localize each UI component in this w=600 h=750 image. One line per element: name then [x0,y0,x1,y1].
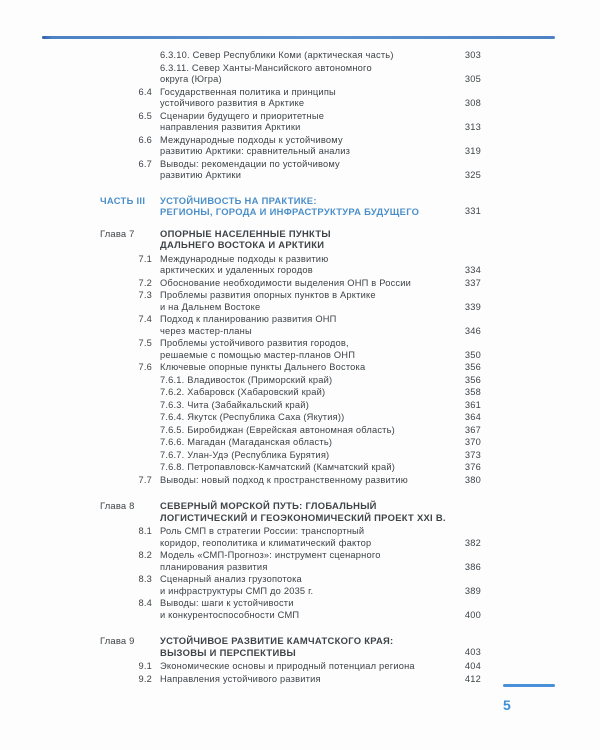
toc-entry-title-line: развитию Арктики: сравнительный анализ [160,146,351,156]
footer-divider-rule [503,684,555,687]
toc-entry [100,437,481,449]
toc-entry-title [152,500,453,523]
toc-entry-number: 7.7 [138,474,152,485]
toc-entry [100,111,481,134]
toc-entry-title [152,314,453,337]
toc-entry-page-number: 334 [464,265,481,275]
toc-entry-page-number: 308 [464,98,481,108]
toc-entry-number: 9.1 [138,661,152,671]
toc-entry-page-number: 319 [464,146,481,156]
toc-entry-title-line: 6.3.11. Север Ханты-Мансийского автономного [160,62,372,73]
toc-entry-page-number: 367 [464,424,481,435]
toc-part-label: ЧАСТЬ III [100,194,146,206]
toc-entry-number: 6.5 [138,110,152,121]
toc-entry-title-line: Экономические основы и природный потенциал региона [160,661,415,671]
toc-entry-title-line: Выводы: рекомендации по устойчивому [160,158,340,169]
toc-entry-title-line: Подход к планированию развития ОНП [160,314,337,324]
toc-entry-title-line: УСТОЙЧИВОЕ РАЗВИТИЕ КАМЧАТСКОГО КРАЯ: [160,635,394,646]
toc-entry-title-line: 7.6.1. Владивосток (Приморский край) [160,374,333,385]
toc-entry-title-line: Обоснование необходимости выделения ОНП в России [160,277,412,288]
toc-entry [100,661,481,673]
toc-entry [100,338,481,361]
toc-entry [100,574,481,597]
toc-entry [100,462,481,474]
toc-entry [100,290,481,313]
toc-entry [100,63,481,86]
toc-entry-title [152,290,453,313]
toc-entry-title [152,661,453,673]
toc-entry [100,362,481,374]
toc-entry-title [152,550,453,573]
toc-entry-title-line: 7.6.3. Чита (Забайкальский край) [160,399,309,410]
toc-entry-title [152,63,453,86]
toc-entry-page-number: 346 [464,325,481,336]
toc-entry-title [152,400,453,412]
toc-entry-number: 7.2 [138,277,152,288]
toc-entry [100,195,481,218]
toc-entry-title [152,87,453,110]
toc-entry-page-number: 373 [464,449,481,460]
toc-entry-title-line: 7.6.2. Хабаровск (Хабаровский край) [160,387,326,397]
toc-entry-number: 7.6 [138,362,152,372]
toc-entry-title-line: ОПОРНЫЕ НАСЕЛЕННЫЕ ПУНКТЫ [160,227,331,239]
toc-entry-title-line: 7.6.4. Якутск (Республика Саха (Якутия)) [160,412,345,422]
toc-entry-title-line: Международные подходы к устойчивому [160,134,343,145]
toc-entry-title [152,254,453,277]
toc-entry [100,674,481,686]
toc-entry-title [152,437,453,449]
toc-entry-title [152,450,453,462]
toc-entry-title [152,159,453,182]
toc-entry-title-line: Международные подходы к развитию [160,253,329,264]
toc-entry-title-line: Проблемы устойчивого развития городов, [160,338,349,348]
toc-entry-title [152,574,453,597]
toc-entry-page-number: 358 [464,387,481,397]
toc-entry-title-line: 7.6.6. Магадан (Магаданская область) [160,437,333,447]
toc-entry-title-line: направления развития Арктики [160,122,301,132]
toc-entry-title-line: Сценарии будущего и приоритетные [160,110,325,121]
toc-entry [100,87,481,110]
toc-entry-title-line: через мастер-планы [160,325,252,336]
toc-entry [100,278,481,290]
toc-entry-number: 8.1 [138,526,152,536]
toc-entry-number: 9.2 [138,673,152,684]
toc-entry-page-number: 376 [464,462,481,472]
toc-entry-number: 7.5 [138,338,152,348]
toc-entry-page-number: 370 [464,437,481,447]
toc-entry [100,475,481,487]
toc-entry [100,450,481,462]
toc-entry-number: 7.4 [138,314,152,324]
toc-entry-page-number: 337 [464,277,481,288]
toc-entry-page-number: 361 [464,399,481,410]
toc-entry-title [152,278,453,290]
toc-entry-page-number: 364 [464,412,481,422]
toc-chapter-label: Глава 7 [100,227,135,239]
toc-entry-page-number: 400 [464,609,481,620]
toc-chapter-label: Глава 9 [100,635,135,646]
toc-entry-number: 6.7 [138,158,152,169]
toc-entry-title-line: Выводы: новый подход к пространственному развитию [160,474,408,485]
toc-entry [100,135,481,158]
toc-entry-title [152,462,453,474]
toc-entry-title-line: округа (Югра) [160,74,222,84]
toc-entry-title [152,111,453,134]
toc-entry-number: 6.6 [138,134,152,145]
toc-entry [100,550,481,573]
toc-entry-title [152,598,453,621]
toc-entry [100,598,481,621]
toc-entry-title [152,387,453,399]
toc-entry-title-line: Государственная политика и принципы [160,86,336,97]
toc-entry-title-line: Модель «СМП-Прогноз»: инструмент сценарного [160,550,381,560]
toc-entry-page-number: 356 [464,374,481,385]
toc-entry-title-line: планирования развития [160,561,268,572]
toc-entry-title-line: 7.6.8. Петропавловск-Камчатский (Камчатский край) [160,462,396,472]
toc-entry-number: 8.3 [138,574,152,584]
toc-entry-title [152,475,453,487]
toc-entry-title-line: развитию Арктики [160,170,242,180]
toc-entry-title [152,412,453,424]
toc-entry [100,400,481,412]
toc-entry-page-number: 331 [464,206,481,216]
toc-entry [100,228,481,251]
toc-entry-title-line: 7.6.7. Улан-Удэ (Республика Бурятия) [160,449,330,460]
toc-entry-page-number: 325 [464,170,481,180]
toc-entry-title-line: Ключевые опорные пункты Дальнего Востока [160,362,366,372]
toc-entry-page-number: 350 [464,349,481,360]
toc-entry-number: 8.2 [138,550,152,560]
toc-entry [100,526,481,549]
toc-entry-page-number: 305 [464,74,481,84]
toc-entry-title-line: 7.6.5. Биробиджан (Еврейская автономная область) [160,424,395,435]
toc-entry-title [152,135,453,158]
page-number: 5 [503,697,511,713]
toc-entry-title-line: РЕГИОНЫ, ГОРОДА И ИНФРАСТРУКТУРА БУДУЩЕГО [160,206,420,217]
toc-entry-title-line: Роль СМП в стратегии России: транспортный [160,526,365,536]
toc-entry-title-line: устойчивого развития в Арктике [160,98,305,108]
toc-entry-title [152,228,453,251]
toc-entry [100,387,481,399]
toc-entry-title [152,635,453,658]
toc-entry [100,412,481,424]
toc-entry [100,425,481,437]
toc-entry-title [152,50,453,62]
toc-entry-title-line: и инфраструктуры СМП до 2035 г. [160,585,314,596]
toc-entry-title [152,674,453,686]
toc-entry-page-number: 356 [464,362,481,372]
toc-entry-page-number: 389 [464,585,481,596]
toc-chapter-label: Глава 8 [100,500,135,511]
toc-entry-title-line: ДАЛЬНЕГО ВОСТОКА И АРКТИКИ [160,239,325,250]
toc-entry-title [152,425,453,437]
toc-entry-page-number: 303 [464,50,481,60]
toc-entry-title-line: СЕВЕРНЫЙ МОРСКОЙ ПУТЬ: ГЛОБАЛЬНЫЙ [160,500,377,511]
toc-entry-title-line: Сценарный анализ грузопотока [160,574,302,584]
toc-entry-title-line: ЛОГИСТИЧЕСКИЙ И ГЕОЭКОНОМИЧЕСКИЙ ПРОЕКТ XXI В. [160,511,446,523]
table-of-contents [100,50,481,686]
toc-entry-title-line: и конкурентоспособности СМП [160,609,300,620]
toc-entry [100,500,481,523]
toc-entry-page-number: 403 [464,646,481,657]
toc-entry-title [152,362,453,374]
toc-entry-page-number: 382 [464,537,481,548]
toc-entry-page-number: 404 [464,661,481,671]
toc-entry-title-line: арктических и удаленных городов [160,265,313,275]
toc-entry [100,635,481,658]
toc-entry-page-number: 386 [464,561,481,572]
toc-entry-title [152,338,453,361]
toc-entry-title-line: 6.3.10. Север Республики Коми (арктическая часть) [160,50,394,60]
toc-entry [100,50,481,62]
toc-entry-title-line: и на Дальнем Востоке [160,301,261,312]
toc-entry-title-line: Проблемы развития опорных пунктов в Арктике [160,290,376,300]
toc-entry-title-line: решаемые с помощью мастер-планов ОНП [160,349,356,360]
toc-entry [100,159,481,182]
toc-entry-title-line: Направления устойчивого развития [160,673,321,684]
toc-entry [100,314,481,337]
toc-entry-title [152,195,453,218]
toc-entry-page-number: 412 [464,673,481,684]
toc-entry-title-line: Выводы: шаги к устойчивости [160,598,294,608]
toc-entry-number: 8.4 [138,598,152,608]
toc-entry [100,254,481,277]
toc-entry-page-number: 380 [464,474,481,485]
toc-entry-page-number: 339 [464,301,481,312]
toc-entry-title-line: УСТОЙЧИВОСТЬ НА ПРАКТИКЕ: [160,194,317,206]
toc-entry [100,375,481,387]
toc-entry-number: 6.4 [138,86,152,97]
top-divider-rule [42,36,555,39]
toc-entry-title [152,526,453,549]
toc-entry-number: 7.1 [138,253,152,264]
toc-entry-number: 7.3 [138,290,152,300]
toc-entry-title [152,375,453,387]
toc-entry-title-line: коридор, геополитика и климатический фактор [160,537,372,548]
toc-entry-page-number: 313 [464,122,481,132]
toc-entry-title-line: ВЫЗОВЫ И ПЕРСПЕКТИВЫ [160,646,297,658]
